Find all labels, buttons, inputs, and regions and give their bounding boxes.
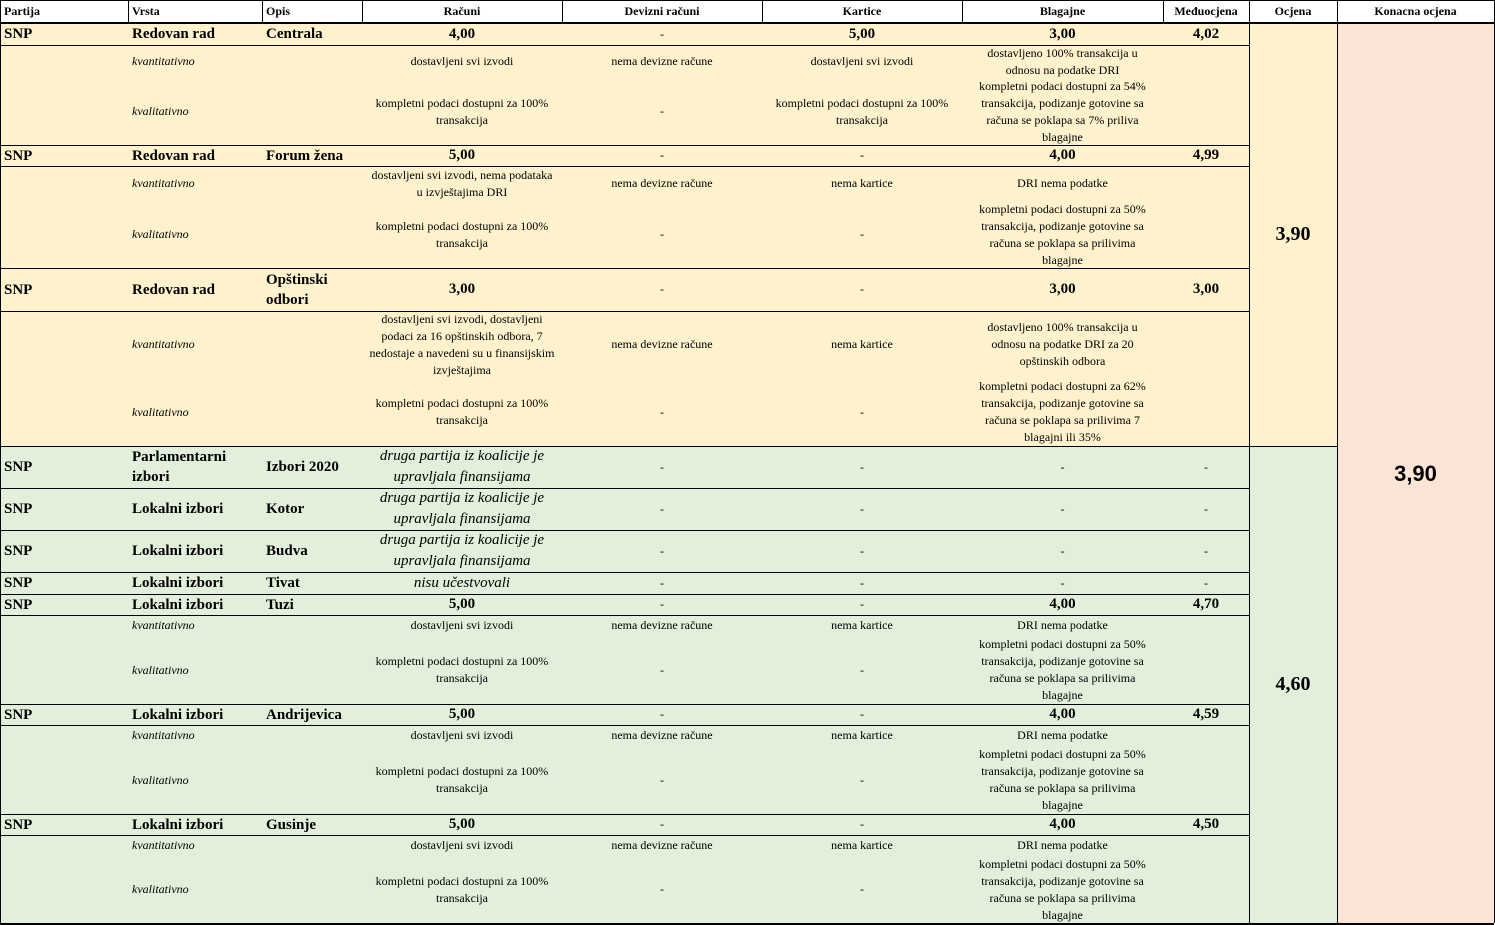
cell-devizni-score: - (660, 543, 664, 558)
main-row-separator (0, 311, 1249, 312)
cell-kvant-devizni: nema devizne račune (611, 337, 713, 351)
cell-kvant-kartice: nema kartice (831, 728, 893, 742)
cell-kval-devizni: - (660, 104, 664, 118)
block-separator (0, 530, 1249, 531)
cell-blagajne-score: 4,00 (1049, 596, 1076, 612)
row-border (1249, 145, 1250, 268)
row-border (0, 145, 1, 268)
cell-racuni-note: druga partija iz koalicije je upravljala finansijama (379, 448, 545, 485)
ocjena-separator (1249, 446, 1337, 447)
cell-blagajne-score: - (1060, 575, 1065, 590)
row-border (1249, 446, 1250, 488)
ocjena-border (1337, 23, 1338, 923)
row-border (1249, 594, 1250, 704)
header-separator (128, 0, 129, 23)
cell-opis: Andrijevica (266, 706, 342, 723)
cell-kval-devizni: - (660, 882, 664, 896)
block-separator (0, 145, 1249, 146)
cell-medjuocjena-score: - (1204, 501, 1208, 516)
cell-partija: SNP (4, 501, 33, 517)
cell-kartice-score: - (860, 282, 864, 296)
cell-kval-blagajne: kompletni podaci dostupni za 62% transakcija, podizanje gotovine sa računa se poklapa sa prilivima 7 blagajni ili 35% (979, 379, 1146, 444)
cell-kval-racuni: kompletni podaci dostupni za 100% transakcija (375, 95, 549, 127)
cell-kvant-blagajne: dostavljeno 100% transakcija u odnosu na podatke DRI za 20 opštinskih odbora (987, 320, 1138, 368)
cell-partija: SNP (4, 543, 33, 559)
cell-kartice-score: - (860, 148, 864, 162)
cell-kval-racuni: kompletni podaci dostupni za 100% transakcija (375, 654, 549, 685)
cell-kvant-kartice: nema kartice (831, 176, 893, 190)
row-border (0, 488, 1, 530)
header-kartice: Kartice (842, 4, 882, 18)
cell-kval-blagajne: kompletni podaci dostupni za 50% transakcija, podizanje gotovine sa računa se poklapa sa prilivima blagajne (979, 637, 1146, 702)
main-row-separator (0, 615, 1249, 616)
row-border (1249, 814, 1250, 923)
cell-blagajne-score: 3,00 (1049, 281, 1076, 297)
cell-kvant-kartice: nema kartice (831, 838, 893, 852)
cell-opis: Centrala (266, 26, 323, 42)
cell-vrsta: Parlamentarni izbori (132, 449, 227, 485)
cell-kvant-label: kvantitativno (132, 337, 195, 351)
cell-kvant-kartice: nema kartice (831, 618, 893, 632)
cell-racuni-note: nisu učestvovali (413, 574, 511, 591)
cell-blagajne-score: 4,00 (1049, 816, 1076, 832)
cell-kvant-label: kvantitativno (132, 176, 195, 190)
cell-kval-kartice: - (860, 404, 864, 419)
cell-kvant-blagajne: DRI nema podatke (1017, 176, 1108, 190)
row-border (1249, 268, 1250, 446)
cell-racuni-score: 3,00 (448, 281, 476, 297)
header-separator (1337, 0, 1338, 23)
cell-kval-kartice: - (860, 882, 864, 896)
block-separator (0, 704, 1249, 705)
cell-medjuocjena-score: 4,70 (1192, 596, 1220, 612)
cell-kartice-score: - (860, 501, 864, 516)
cell-kval-label: kvalitativno (132, 662, 189, 677)
cell-kvant-blagajne: DRI nema podatke (1017, 728, 1108, 742)
cell-kvant-label: kvantitativno (132, 838, 195, 852)
cell-kval-devizni: - (660, 404, 664, 419)
header-separator (1163, 0, 1164, 23)
cell-vrsta: Lokalni izbori (132, 543, 224, 559)
cell-vrsta: Lokalni izbori (132, 596, 224, 613)
header-top-border (0, 0, 1494, 1)
cell-vrsta: Lokalni izbori (132, 575, 224, 591)
cell-devizni-score: - (660, 597, 664, 611)
cell-racuni-score: 5,00 (448, 147, 476, 163)
row-border (1249, 572, 1250, 594)
block-separator (0, 572, 1249, 573)
cell-kval-blagajne: kompletni podaci dostupni za 50% transakcija, podizanje gotovine sa računa se poklapa sa prilivima blagajne (979, 856, 1146, 922)
row-border (0, 594, 1, 704)
cell-kvant-label: kvantitativno (132, 618, 195, 632)
header-konacna-ocjena: Konacna ocjena (1374, 4, 1457, 18)
header-blagajne: Blagajne (1039, 4, 1086, 18)
cell-racuni-score: 5,00 (448, 596, 476, 612)
cell-racuni-score: 4,00 (448, 25, 476, 42)
cell-opis: Forum žena (266, 147, 344, 164)
header-medjuocjena: Međuocjena (1174, 4, 1238, 18)
cell-devizni-score: - (660, 459, 664, 474)
cell-kvant-label: kvantitativno (132, 728, 195, 742)
row-border (0, 530, 1, 572)
cell-blagajne-score: 4,00 (1049, 706, 1076, 722)
cell-ocjena: 4,60 (1275, 673, 1311, 695)
cell-kvant-racuni: dostavljeni svi izvodi (410, 54, 514, 68)
header-separator (0, 0, 1, 23)
cell-kvant-kartice: nema kartice (831, 337, 893, 351)
cell-partija: SNP (4, 596, 33, 613)
cell-kval-blagajne: kompletni podaci dostupni za 50% transakcija, podizanje gotovine sa računa se poklapa sa prilivima blagajne (979, 201, 1146, 267)
cell-vrsta: Redovan rad (132, 26, 215, 42)
cell-racuni-note: druga partija iz koalicije je upravljala finansijama (379, 490, 545, 527)
main-row-separator (0, 166, 1249, 167)
cell-kartice-score: - (860, 543, 864, 558)
cell-kvant-label: kvantitativno (132, 54, 195, 68)
cell-kvant-racuni: dostavljeni svi izvodi (410, 618, 514, 632)
cell-kval-racuni: kompletni podaci dostupni za 100% transakcija (375, 764, 549, 795)
cell-kvant-devizni: nema devizne račune (611, 176, 713, 190)
header-devizni: Devizni računi (624, 4, 700, 18)
cell-devizni-score: - (660, 148, 664, 162)
cell-opis: Opštinski odbori (266, 271, 328, 308)
cell-medjuocjena-score: 4,50 (1192, 816, 1220, 832)
cell-vrsta: Redovan rad (132, 281, 215, 298)
cell-medjuocjena-score: 4,59 (1192, 706, 1220, 722)
cell-kval-blagajne: kompletni podaci dostupni za 54% transakcija, podizanje gotovine sa računa se poklapa sa 7% priliva blagajne (979, 78, 1146, 144)
cell-kvant-devizni: nema devizne račune (611, 54, 713, 68)
block-separator (0, 23, 1249, 24)
cell-devizni-score: - (660, 26, 664, 41)
cell-kval-devizni: - (660, 772, 664, 787)
cell-devizni-score: - (660, 817, 664, 831)
cell-kval-devizni: - (660, 662, 664, 677)
header-ocjena: Ocjena (1274, 4, 1312, 18)
cell-kartice-score: - (860, 817, 864, 831)
cell-kval-label: kvalitativno (132, 772, 189, 787)
header-separator (1249, 0, 1250, 23)
cell-ocjena: 3,90 (1275, 223, 1311, 245)
cell-konacna-ocjena: 3,90 (1394, 460, 1437, 486)
cell-kval-racuni: kompletni podaci dostupni za 100% transakcija (375, 396, 549, 427)
cell-blagajne-score: - (1060, 543, 1065, 558)
row-border (1249, 23, 1250, 145)
header-separator (962, 0, 963, 23)
row-border (0, 446, 1, 488)
cell-kval-label: kvalitativno (132, 882, 189, 896)
cell-kvant-blagajne: DRI nema podatke (1017, 618, 1108, 632)
cell-devizni-score: - (660, 575, 664, 590)
cell-kvant-racuni: dostavljeni svi izvodi (410, 728, 514, 742)
block-separator (0, 594, 1249, 595)
cell-partija: SNP (4, 147, 33, 164)
cell-kartice-score: - (860, 575, 864, 590)
cell-kvant-devizni: nema devizne račune (611, 728, 713, 742)
cell-vrsta: Lokalni izbori (132, 501, 224, 517)
cell-opis: Kotor (266, 501, 305, 517)
cell-opis: Gusinje (266, 816, 317, 833)
cell-kval-label: kvalitativno (132, 404, 189, 419)
header-racuni: Računi (443, 4, 481, 18)
cell-kval-label: kvalitativno (132, 227, 189, 241)
cell-blagajne-score: 4,00 (1049, 147, 1076, 163)
cell-devizni-score: - (660, 282, 664, 296)
cell-medjuocjena-score: - (1204, 575, 1208, 590)
cell-partija: SNP (4, 706, 33, 723)
cell-kvant-racuni: dostavljeni svi izvodi, nema podataka u izvještajima DRI (371, 167, 553, 199)
header-separator (262, 0, 263, 23)
row-border (1249, 530, 1250, 572)
cell-partija: SNP (4, 575, 33, 591)
block-separator (0, 446, 1249, 447)
cell-partija: SNP (4, 459, 33, 475)
main-row-separator (0, 45, 1249, 46)
cell-kval-kartice: - (860, 772, 864, 787)
cell-vrsta: Redovan rad (132, 147, 215, 164)
header-partija: Partija (4, 4, 40, 18)
block-separator (0, 488, 1249, 489)
row-border (0, 23, 1, 145)
cell-kvant-blagajne: DRI nema podatke (1017, 838, 1108, 852)
row-border (1249, 488, 1250, 530)
cell-kval-label: kvalitativno (132, 104, 189, 118)
cell-kvant-blagajne: dostavljeno 100% transakcija u odnosu na podatke DRI (987, 45, 1138, 77)
cell-kval-racuni: kompletni podaci dostupni za 100% transakcija (375, 218, 549, 250)
cell-kval-devizni: - (660, 227, 664, 241)
cell-kval-blagajne: kompletni podaci dostupni za 50% transakcija, podizanje gotovine sa računa se poklapa sa prilivima blagajne (979, 747, 1146, 812)
cell-kvant-racuni: dostavljeni svi izvodi (410, 838, 514, 852)
cell-blagajne-score: - (1060, 501, 1065, 516)
cell-racuni-score: 5,00 (448, 706, 476, 722)
cell-opis: Izbori 2020 (266, 459, 339, 475)
cell-kvant-racuni: dostavljeni svi izvodi, dostavljeni podaci za 16 opštinskih odbora, 7 nedostaje a navedeni su u finansijskim izvještajima (369, 311, 555, 377)
header-separator (562, 0, 563, 23)
row-border (1249, 704, 1250, 814)
cell-kartice-score: - (860, 597, 864, 611)
header-opis: Opis (266, 4, 291, 18)
cell-devizni-score: - (660, 707, 664, 721)
cell-medjuocjena-score: 4,99 (1192, 147, 1220, 163)
cell-kvant-devizni: nema devizne račune (611, 618, 713, 632)
cell-kval-kartice: kompletni podaci dostupni za 100% transakcija (775, 95, 949, 127)
cell-devizni-score: - (660, 501, 664, 516)
cell-blagajne-score: 3,00 (1049, 25, 1076, 42)
header-separator (362, 0, 363, 23)
main-row-separator (0, 835, 1249, 836)
cell-racuni-note: druga partija iz koalicije je upravljala finansijama (379, 532, 545, 569)
cell-medjuocjena-score: - (1204, 543, 1208, 558)
cell-kartice-score: 5,00 (848, 25, 876, 42)
row-border (0, 814, 1, 923)
cell-medjuocjena-score: 4,02 (1192, 25, 1220, 42)
cell-opis: Tivat (266, 575, 300, 591)
block-separator (0, 814, 1249, 815)
cell-partija: SNP (4, 281, 33, 298)
cell-opis: Budva (266, 543, 308, 559)
cell-partija: SNP (4, 26, 33, 42)
header-vrsta: Vrsta (132, 4, 160, 18)
cell-vrsta: Lokalni izbori (132, 706, 224, 723)
cell-vrsta: Lokalni izbori (132, 816, 224, 833)
cell-medjuocjena-score: 3,00 (1192, 281, 1220, 297)
block-separator (0, 268, 1249, 269)
cell-partija: SNP (4, 816, 33, 833)
cell-blagajne-score: - (1060, 459, 1065, 474)
cell-kval-kartice: - (860, 227, 864, 241)
cell-medjuocjena-score: - (1204, 459, 1208, 474)
cell-racuni-score: 5,00 (448, 816, 476, 832)
row-border (0, 704, 1, 814)
cell-opis: Tuzi (266, 596, 294, 613)
main-row-separator (0, 725, 1249, 726)
cell-kval-racuni: kompletni podaci dostupni za 100% transakcija (375, 873, 549, 905)
cell-kval-kartice: - (860, 662, 864, 677)
row-border (0, 572, 1, 594)
header-separator (762, 0, 763, 23)
cell-kartice-score: - (860, 707, 864, 721)
row-border (0, 268, 1, 446)
cell-kvant-kartice: dostavljeni svi izvodi (810, 54, 914, 68)
cell-kvant-devizni: nema devizne račune (611, 838, 713, 852)
cell-kartice-score: - (860, 459, 864, 474)
